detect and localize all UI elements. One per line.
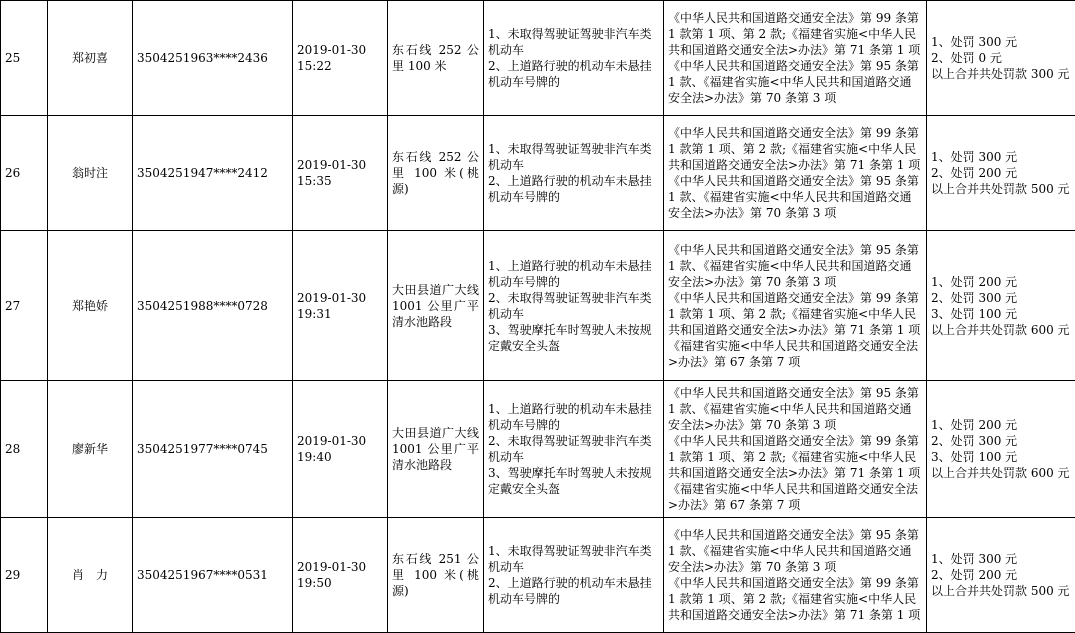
legal-basis (664, 231, 927, 381)
penalty-item: 1、处罚 200 元 (931, 418, 1018, 432)
violation-date: 2019-01-30 (297, 434, 367, 448)
violation-list (484, 381, 664, 518)
violation-date: 2019-01-30 (297, 43, 367, 57)
law-item: 《中华人民共和国道路交通安全法》第 95 条第 1 款、《福建省实施<中华人民共和国道路交通安全法>办法》第 70 条第 3 项 (668, 386, 919, 432)
penalty-item: 2、处罚 200 元 (931, 166, 1018, 180)
penalty-total: 以上合并共处罚款 300 元 (931, 67, 1070, 81)
penalty-item: 1、处罚 300 元 (931, 552, 1018, 566)
violation-time: 15:22 (297, 59, 332, 73)
violation-time: 19:40 (297, 450, 332, 464)
violation-date: 2019-01-30 (297, 290, 367, 305)
person-name: 郑初喜 (48, 1, 133, 116)
penalty-list (927, 231, 1075, 381)
violation-datetime (293, 381, 388, 518)
violation-datetime (293, 518, 388, 633)
row-number: 27 (1, 231, 48, 381)
violation-location: 东石线 252 公里 100 米 (388, 1, 484, 116)
id-number: 3504251963****2436 (133, 1, 293, 116)
table-row (1, 116, 1075, 231)
id-number: 3504251988****0728 (133, 231, 293, 381)
penalty-list (927, 116, 1075, 231)
violation-item: 1、未取得驾驶证驾驶非汽车类机动车 (488, 544, 652, 574)
violation-time: 15:35 (297, 174, 332, 188)
penalty-item: 2、处罚 300 元 (931, 434, 1018, 448)
violation-date: 2019-01-30 (297, 560, 367, 574)
table-row (1, 381, 1075, 518)
legal-basis (664, 1, 927, 116)
violation-list (484, 231, 664, 381)
id-number: 3504251947****2412 (133, 116, 293, 231)
violation-location: 东石线 251 公里 100 米(桃源) (388, 518, 484, 633)
violation-item: 1、上道路行驶的机动车未悬挂机动车号牌的 (488, 402, 652, 432)
law-item: 《中华人民共和国道路交通安全法》第 99 条第 1 款第 1 项、第 2 款;《福建省实施<中华人民共和国道路交通安全法>办法》第 71 条第 1 项 (668, 434, 921, 480)
person-name: 肖 力 (48, 518, 133, 633)
legal-basis (664, 381, 927, 518)
violation-item: 2、上道路行驶的机动车未悬挂机动车号牌的 (488, 576, 652, 606)
penalty-total: 以上合并共处罚款 600 元 (931, 322, 1070, 337)
violation-item: 2、未取得驾驶证驾驶非汽车类机动车 (488, 290, 652, 321)
violation-list (484, 116, 664, 231)
law-item: 《福建省实施<中华人民共和国道路交通安全法>办法》第 67 条第 7 项 (668, 338, 919, 369)
penalty-list (927, 381, 1075, 518)
violation-location: 东石线 252 公里 100 米(桃源) (388, 116, 484, 231)
violation-item: 1、未取得驾驶证驾驶非汽车类机动车 (488, 27, 652, 57)
law-item: 《中华人民共和国道路交通安全法》第 95 条第 1 款、《福建省实施<中华人民共和国道路交通安全法>办法》第 70 条第 3 项 (668, 528, 919, 574)
penalty-total: 以上合并共处罚款 500 元 (931, 182, 1070, 196)
law-item: 《中华人民共和国道路交通安全法》第 95 条第 1 款、《福建省实施<中华人民共和国道路交通安全法>办法》第 70 条第 3 项 (668, 242, 919, 289)
violation-location: 大田县道广大线 1001 公里广平清水池路段 (388, 381, 484, 518)
violation-datetime (293, 1, 388, 116)
person-name: 翁时注 (48, 116, 133, 231)
legal-basis (664, 116, 927, 231)
violation-item: 2、上道路行驶的机动车未悬挂机动车号牌的 (488, 174, 652, 204)
penalty-total: 以上合并共处罚款 600 元 (931, 466, 1070, 480)
table-row (1, 231, 1075, 381)
penalty-list (927, 518, 1075, 633)
violation-time: 19:31 (297, 306, 332, 321)
penalty-list (927, 1, 1075, 116)
law-item: 《中华人民共和国道路交通安全法》第 95 条第 1 款、《福建省实施<中华人民共和国道路交通安全法>办法》第 70 条第 3 项 (668, 174, 919, 220)
law-item: 《中华人民共和国道路交通安全法》第 99 条第 1 款第 1 项、第 2 款;《福建省实施<中华人民共和国道路交通安全法>办法》第 71 条第 1 项 (668, 290, 921, 337)
person-name: 郑艳娇 (48, 231, 133, 381)
row-number: 26 (1, 116, 48, 231)
law-item: 《福建省实施<中华人民共和国道路交通安全法>办法》第 67 条第 7 项 (668, 482, 919, 512)
law-item: 《中华人民共和国道路交通安全法》第 95 条第 1 款、《福建省实施<中华人民共和国道路交通安全法>办法》第 70 条第 3 项 (668, 59, 919, 105)
law-item: 《中华人民共和国道路交通安全法》第 99 条第 1 款第 1 项、第 2 款;《福建省实施<中华人民共和国道路交通安全法>办法》第 71 条第 1 项 (668, 11, 921, 57)
row-number: 25 (1, 1, 48, 116)
violation-time: 19:50 (297, 576, 332, 590)
violation-datetime (293, 231, 388, 381)
penalty-item: 1、处罚 300 元 (931, 150, 1018, 164)
violation-item: 3、驾驶摩托车时驾驶人未按规定戴安全头盔 (488, 466, 652, 496)
penalty-item: 1、处罚 300 元 (931, 35, 1018, 49)
violation-datetime (293, 116, 388, 231)
penalty-item: 2、处罚 300 元 (931, 290, 1018, 305)
penalty-item: 1、处罚 200 元 (931, 274, 1018, 289)
violation-item: 1、未取得驾驶证驾驶非汽车类机动车 (488, 142, 652, 172)
law-item: 《中华人民共和国道路交通安全法》第 99 条第 1 款第 1 项、第 2 款;《福建省实施<中华人民共和国道路交通安全法>办法》第 71 条第 1 项 (668, 576, 921, 622)
penalty-item: 3、处罚 100 元 (931, 450, 1018, 464)
penalty-item: 2、处罚 200 元 (931, 568, 1018, 582)
violation-item: 1、上道路行驶的机动车未悬挂机动车号牌的 (488, 258, 652, 289)
violation-item: 2、上道路行驶的机动车未悬挂机动车号牌的 (488, 59, 652, 89)
id-number: 3504251977****0745 (133, 381, 293, 518)
violation-date: 2019-01-30 (297, 158, 367, 172)
row-number: 28 (1, 381, 48, 518)
person-name: 廖新华 (48, 381, 133, 518)
table-row (1, 1, 1075, 116)
penalty-item: 2、处罚 0 元 (931, 51, 1002, 65)
law-item: 《中华人民共和国道路交通安全法》第 99 条第 1 款第 1 项、第 2 款;《福建省实施<中华人民共和国道路交通安全法>办法》第 71 条第 1 项 (668, 126, 921, 172)
table-row (1, 518, 1075, 633)
violation-item: 2、未取得驾驶证驾驶非汽车类机动车 (488, 434, 652, 464)
row-number: 29 (1, 518, 48, 633)
penalty-total: 以上合并共处罚款 500 元 (931, 584, 1070, 598)
violation-item: 3、驾驶摩托车时驾驶人未按规定戴安全头盔 (488, 322, 652, 353)
violation-list (484, 518, 664, 633)
penalty-item: 3、处罚 100 元 (931, 306, 1018, 321)
violation-location: 大田县道广大线 1001 公里广平清水池路段 (388, 231, 484, 381)
legal-basis (664, 518, 927, 633)
id-number: 3504251967****0531 (133, 518, 293, 633)
violation-list (484, 1, 664, 116)
